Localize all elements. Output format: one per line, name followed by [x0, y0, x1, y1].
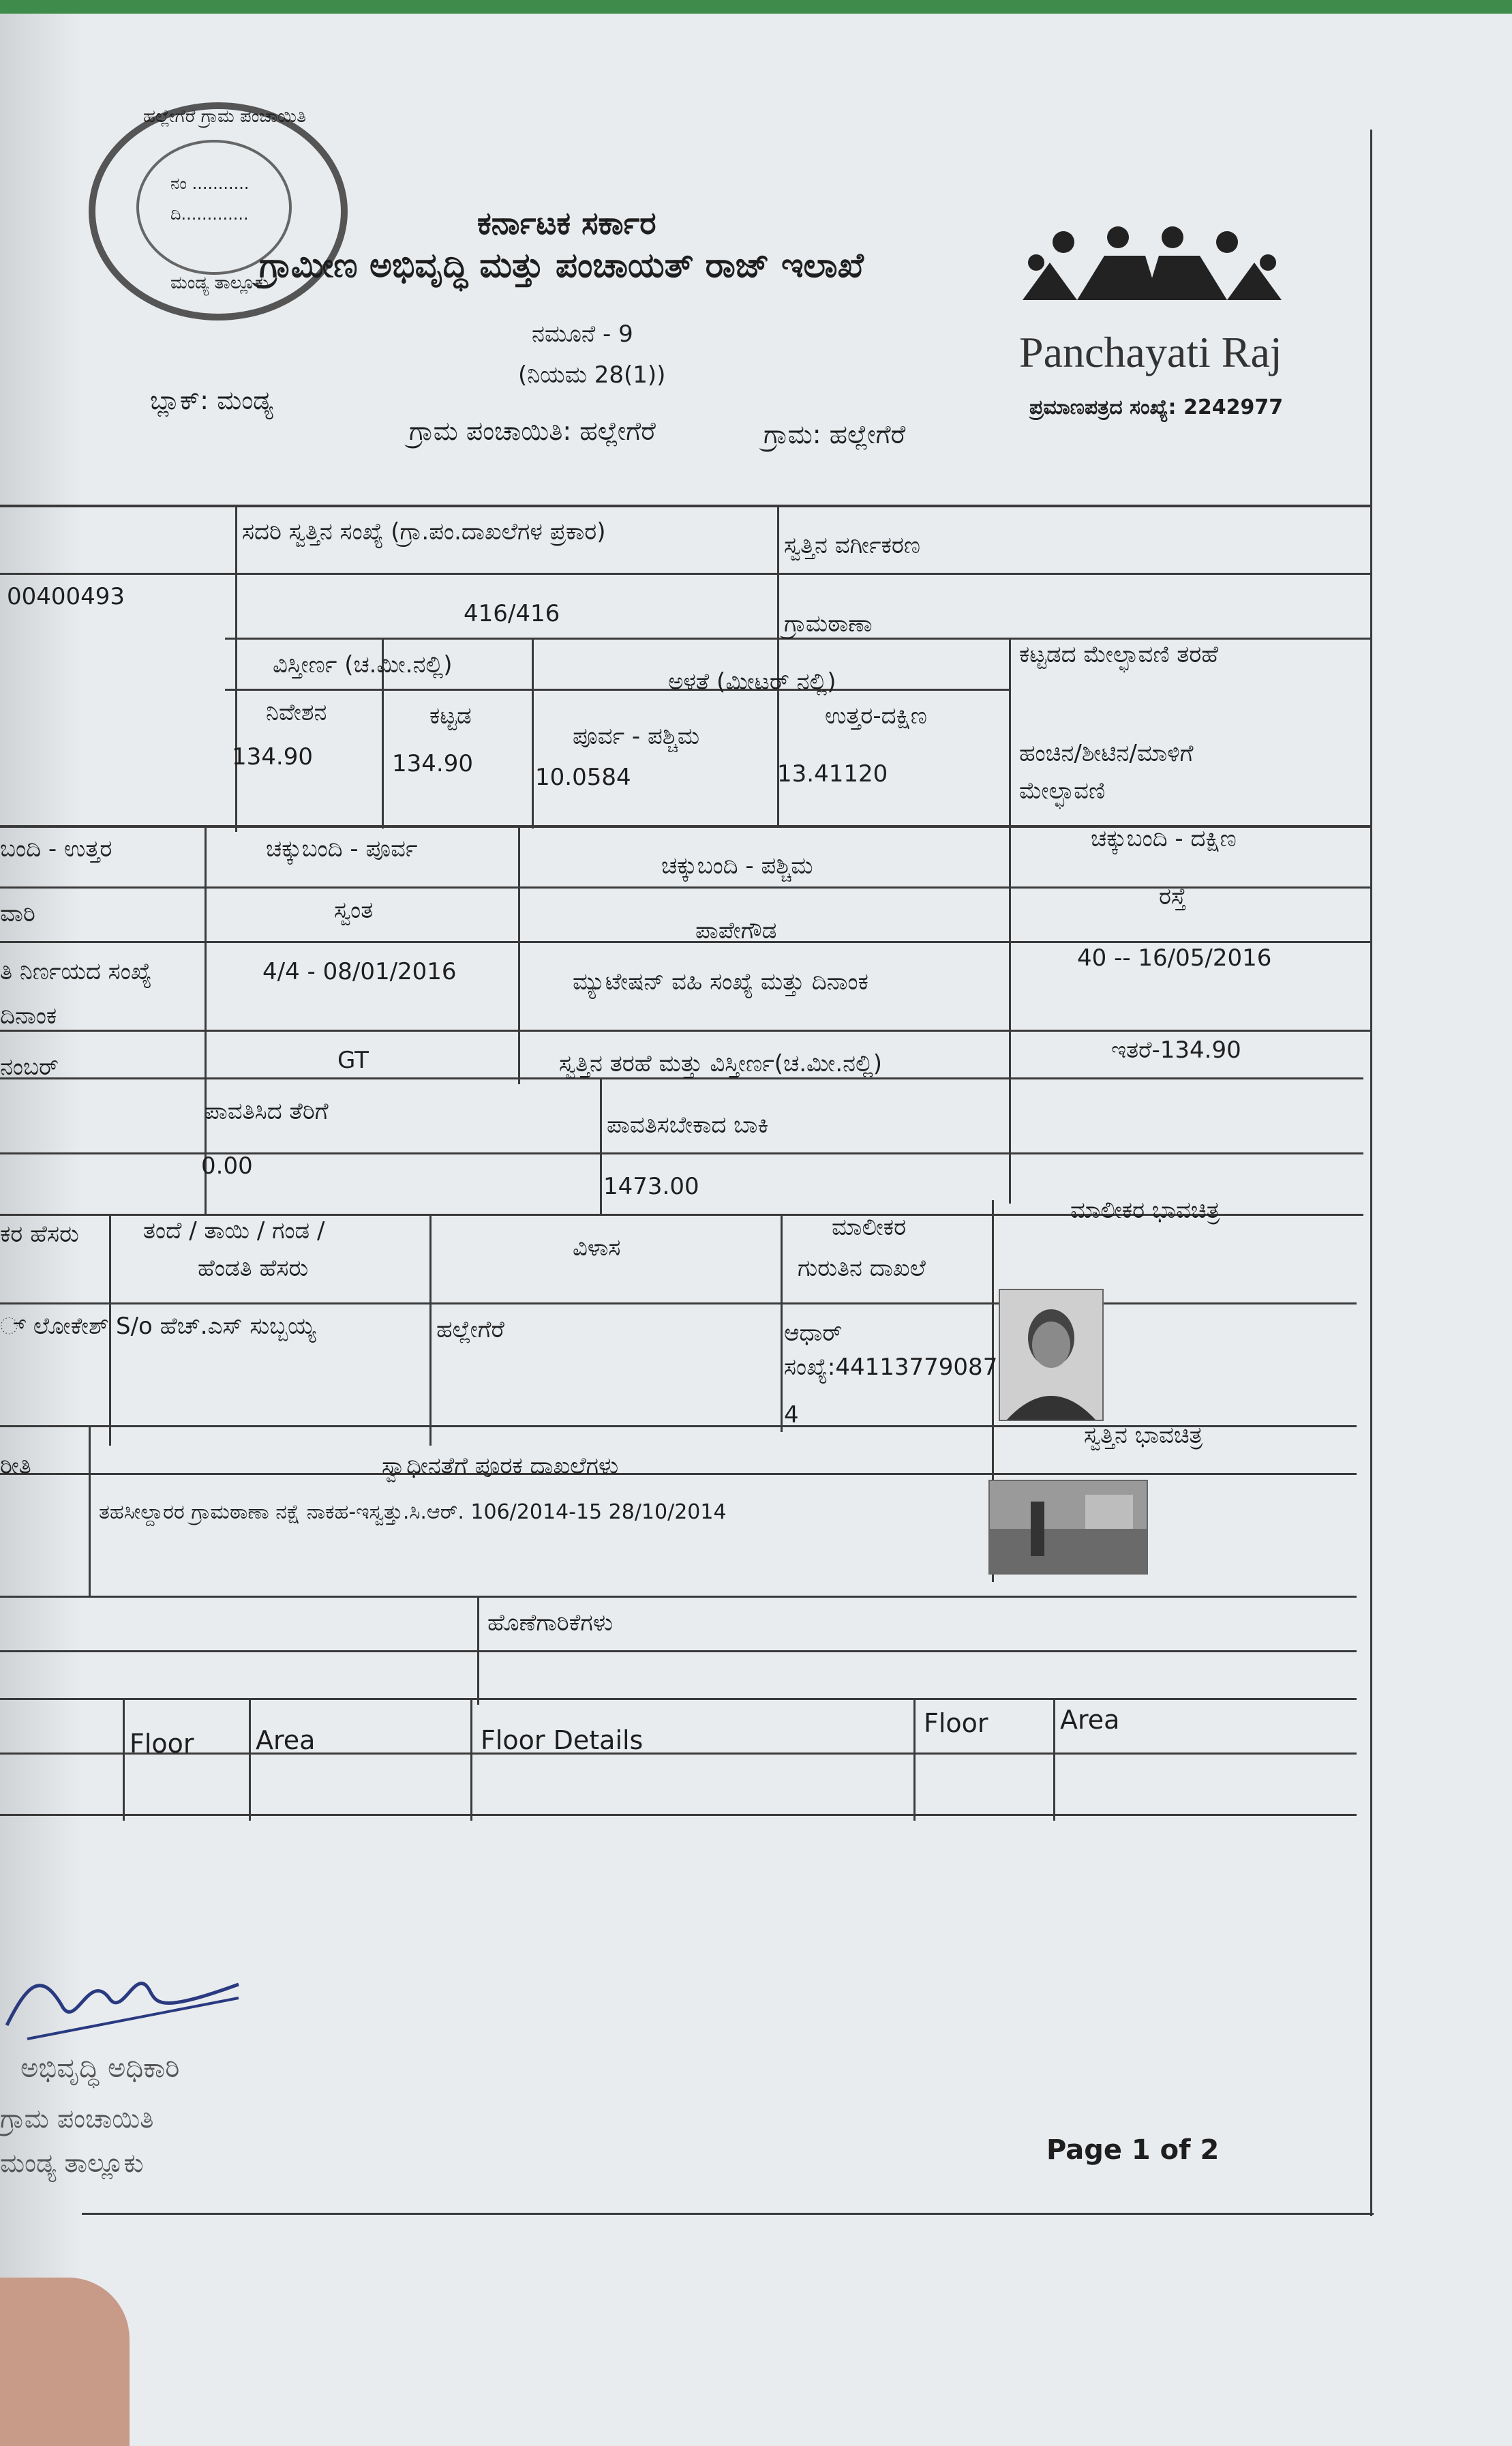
finger-thumb — [0, 2278, 130, 2446]
owner-id-value-line2: ಸಂಖ್ಯೆ:44113779087 — [784, 1354, 998, 1381]
officer-signature — [0, 1943, 286, 2053]
floor-header-1: Floor — [130, 1729, 194, 1759]
property-photo-label: ಸ್ವತ್ತಿನ ಭಾವಚಿತ್ರ — [1084, 1422, 1203, 1449]
classification-label: ಸ್ವತ್ತಿನ ವರ್ಗೀಕರಣ — [784, 532, 920, 559]
property-number-value: 416/416 — [464, 600, 560, 627]
north-boundary-label: ಬಂದಿ - ಉತ್ತರ — [0, 835, 112, 863]
table-col — [109, 1214, 111, 1446]
area-label: ವಿಸ್ತೀರ್ಣ (ಚ.ಮೀ.ನಲ್ಲಿ) — [273, 651, 453, 678]
department-title: ಗ್ರಾಮೀಣ ಅಭಿವೃದ್ಧಿ ಮತ್ತು ಪಂಚಾಯತ್ ರಾಜ್ ಇಲಾಖೆ — [259, 245, 864, 285]
tax-paid-label: ಪಾವತಿಸಿದ ತೆರಿಗೆ — [205, 1098, 329, 1125]
table-col — [89, 1425, 91, 1596]
property-type-label: ಸ್ವತ್ತಿನ ತರಹೆ ಮತ್ತು ವಿಸ್ತೀರ್ಣ(ಚ.ಮೀ.ನಲ್ಲಿ) — [559, 1050, 883, 1077]
owner-id-value-line1: ಆಧಾರ್ — [784, 1319, 843, 1347]
floor-header-2: Floor — [924, 1708, 988, 1738]
gram-panchayat-name: ಗ್ರಾಮ ಪಂಚಾಯಿತಿ: ಹಲ್ಲೇಗೆರೆ — [409, 416, 656, 446]
site-label: ನಿವೇಶನ — [266, 699, 327, 726]
table-rule — [0, 1698, 1357, 1700]
table-col — [249, 1698, 251, 1821]
south-boundary-label: ಚಕ್ಕುಬಂದಿ - ದಕ್ಷಿಣ — [1091, 825, 1237, 852]
west-boundary-label: ಚಕ್ಕುಬಂದಿ - ಪಶ್ಚಿಮ — [661, 852, 813, 880]
document-right-border — [1370, 130, 1372, 2216]
seal-text-top: ಹಲ್ಲೇಗೆರೆ ಗ್ರಾಮ ಪಂಚಾಯಿತಿ — [143, 106, 306, 127]
table-rule — [0, 1473, 1357, 1475]
owner-name-value: ್ ಲೋಕೇಶ್ — [0, 1313, 109, 1340]
liabilities-label: ಹೊಣೆಗಾರಿಕೆಗಳು — [487, 1609, 614, 1637]
ns-label: ಉತ್ತರ-ದಕ್ಷಿಣ — [825, 702, 927, 730]
seal-text-bottom: ಮಂಡ್ಯ ತಾಲ್ಲೂಕು — [170, 273, 269, 293]
form-number: ನಮೂನೆ - 9 — [532, 320, 633, 348]
table-col — [913, 1698, 916, 1821]
east-boundary-label: ಚಕ್ಕುಬಂದಿ - ಪೂರ್ವ — [266, 835, 418, 863]
owner-id-value-line3: 4 — [784, 1401, 799, 1429]
seal-text-no: ನಂ ........... — [170, 174, 250, 193]
building-label: ಕಟ್ಟಡ — [429, 702, 472, 730]
property-type-value: ಇತರೆ-134.90 — [1111, 1036, 1241, 1064]
west-boundary-value: ಪಾಪೇಗೌಡ — [695, 917, 777, 944]
govt-title: ಕರ್ನಾಟಕ ಸರ್ಕಾರ — [477, 205, 656, 241]
floor-details-header: Floor Details — [481, 1725, 644, 1755]
resolution-date-label: ದಿನಾಂಕ — [0, 1002, 57, 1030]
building-value: 134.90 — [392, 750, 473, 777]
tax-paid-value: 0.00 — [201, 1152, 253, 1180]
table-col — [518, 825, 520, 1084]
block-name: ಬ್ಲಾಕ್: ಮಂಡ್ಯ — [150, 385, 273, 415]
seal-text-date: ದಿ............. — [170, 205, 249, 224]
south-boundary-value: ರಸ್ತೆ — [1159, 883, 1187, 910]
ownership-docs-value: ತಹಸೀಲ್ದಾರರ ಗ್ರಾಮಠಾಣಾ ನಕ್ಷೆ ನಾಕಹ-ಇಸ್ವತ್ತು.ಸಿ.ಆರ್. 106/2014-15 28/10/2014 — [99, 1500, 727, 1524]
table-rule — [0, 1302, 1357, 1304]
owner-portrait-icon — [1000, 1290, 1102, 1420]
owner-photo — [999, 1289, 1104, 1421]
property-number-label: ಸದರಿ ಸ್ವತ್ತಿನ ಸಂಖ್ಯೆ (ಗ್ರಾ.ಪಂ.ದಾಖಲೆಗಳ ಪ್ರಕಾರ) — [242, 518, 606, 546]
table-rule — [0, 1814, 1357, 1816]
tax-due-label: ಪಾವತಿಸಬೇಕಾದ ಬಾಕಿ — [607, 1112, 769, 1139]
ew-label: ಪೂರ್ವ - ಪಶ್ಚಿಮ — [573, 723, 700, 750]
page-number: Page 1 of 2 — [1046, 2134, 1220, 2166]
roof-value-line2: ಮೇಲ್ಛಾವಣಿ — [1019, 777, 1106, 805]
officer-title: ಅಭಿವೃದ್ಧಿ ಅಧಿಕಾರಿ — [20, 2053, 180, 2084]
resolution-value: 4/4 - 08/01/2016 — [262, 958, 457, 985]
logo-text: Panchayati Raj — [1019, 328, 1282, 376]
form-rule: (ನಿಯಮ 28(1)) — [518, 361, 666, 389]
table-col — [123, 1698, 125, 1821]
document-bottom-border — [82, 2213, 1374, 2215]
relation-label-line1: ತಂದೆ / ತಾಯಿ / ಗಂಡ / — [143, 1217, 325, 1244]
table-col — [781, 1214, 783, 1432]
ew-value: 10.0584 — [535, 764, 631, 791]
north-boundary-value: ವಾರಿ — [0, 900, 35, 927]
owner-id-label-line1: ಮಾಲೀಕರ — [832, 1214, 907, 1241]
table-col — [235, 505, 237, 832]
table-rule — [0, 505, 1370, 507]
certificate-number: ಪ್ರಮಾಣಪತ್ರದ ಸಂಖ್ಯೆ: 2242977 — [1029, 396, 1284, 419]
roof-label: ಕಟ್ಟಡದ ಮೇಲ್ಛಾವಣಿ ತರಹೆ — [1019, 641, 1219, 668]
table-col — [477, 1596, 479, 1705]
relation-label-line2: ಹೆಂಡತಿ ಹೆಸರು — [198, 1255, 309, 1282]
officer-panchayat: ಗ್ರಾಮ ಪಂಚಾಯಿತಿ — [0, 2104, 154, 2134]
officer-taluk: ಮಂಡ್ಯ ತಾಲ್ಲೂಕು — [0, 2148, 144, 2178]
table-rule — [225, 638, 1370, 640]
number-label: ನಂಬರ್ — [0, 1054, 59, 1081]
table-rule — [0, 1753, 1357, 1755]
village-name: ಗ್ರಾಮ: ಹಲ್ಲೇಗೆರೆ — [763, 419, 906, 449]
area-header-1: Area — [256, 1725, 316, 1755]
resolution-label: ತಿ ನಿರ್ಣಯದ ಸಂಖ್ಯೆ — [0, 958, 152, 985]
ownership-docs-label: ಸ್ವಾಧೀನತೆಗೆ ಪೂರಕ ದಾಖಲೆಗಳು — [382, 1452, 619, 1480]
table-col — [470, 1698, 472, 1821]
ownership-mode-label: ರೀತಿ — [0, 1452, 31, 1480]
owner-name-label: ಕರ ಹೆಸರು — [0, 1221, 79, 1248]
roof-value-line1: ಹಂಚಿನ/ಶೀಟಿನ/ಮಾಳಿಗೆ — [1019, 740, 1194, 767]
table-col — [600, 1077, 602, 1214]
property-id: 00400493 — [7, 583, 125, 610]
mutation-label: ಮ್ಯುಟೇಷನ್ ವಹಿ ಸಂಖ್ಯೆ ಮತ್ತು ದಿನಾಂಕ — [573, 968, 868, 996]
tax-due-value: 1473.00 — [603, 1173, 699, 1200]
address-label: ವಿಳಾಸ — [573, 1234, 621, 1262]
area-header-2: Area — [1060, 1705, 1120, 1735]
table-col — [1053, 1698, 1055, 1821]
classification-value: ಗ್ರಾಮಠಾಣಾ — [784, 610, 873, 638]
property-image-icon — [990, 1481, 1147, 1573]
address-value: ಹಲ್ಲೇಗೆರೆ — [436, 1316, 504, 1343]
east-boundary-value: ಸ್ವಂತ — [334, 897, 374, 924]
table-rule — [0, 1596, 1357, 1598]
site-value: 134.90 — [232, 743, 313, 771]
table-rule — [0, 1650, 1357, 1652]
relation-value: S/o ಹೆಚ್.ಎಸ್ ಸುಬ್ಬಯ್ಯ — [116, 1313, 316, 1340]
table-col — [532, 638, 534, 829]
table-rule — [225, 689, 1009, 691]
panchayat-seal — [89, 102, 348, 320]
table-rule — [0, 573, 1370, 575]
number-value: GT — [337, 1047, 369, 1074]
table-col — [429, 1214, 432, 1446]
owner-photo-label: ಮಾಲೀಕರ ಭಾವಚಿತ್ರ — [1070, 1197, 1220, 1224]
mutation-value: 40 -- 16/05/2016 — [1077, 944, 1272, 972]
property-photo — [988, 1480, 1148, 1575]
table-col — [1009, 638, 1011, 1204]
owner-id-label-line2: ಗುರುತಿನ ದಾಖಲೆ — [798, 1255, 926, 1282]
measure-label: ಅಳತೆ (ಮೀಟರ್ ನಲ್ಲಿ) — [668, 668, 836, 696]
ns-value: 13.41120 — [777, 760, 888, 788]
panchayati-raj-logo-icon — [1016, 225, 1288, 307]
